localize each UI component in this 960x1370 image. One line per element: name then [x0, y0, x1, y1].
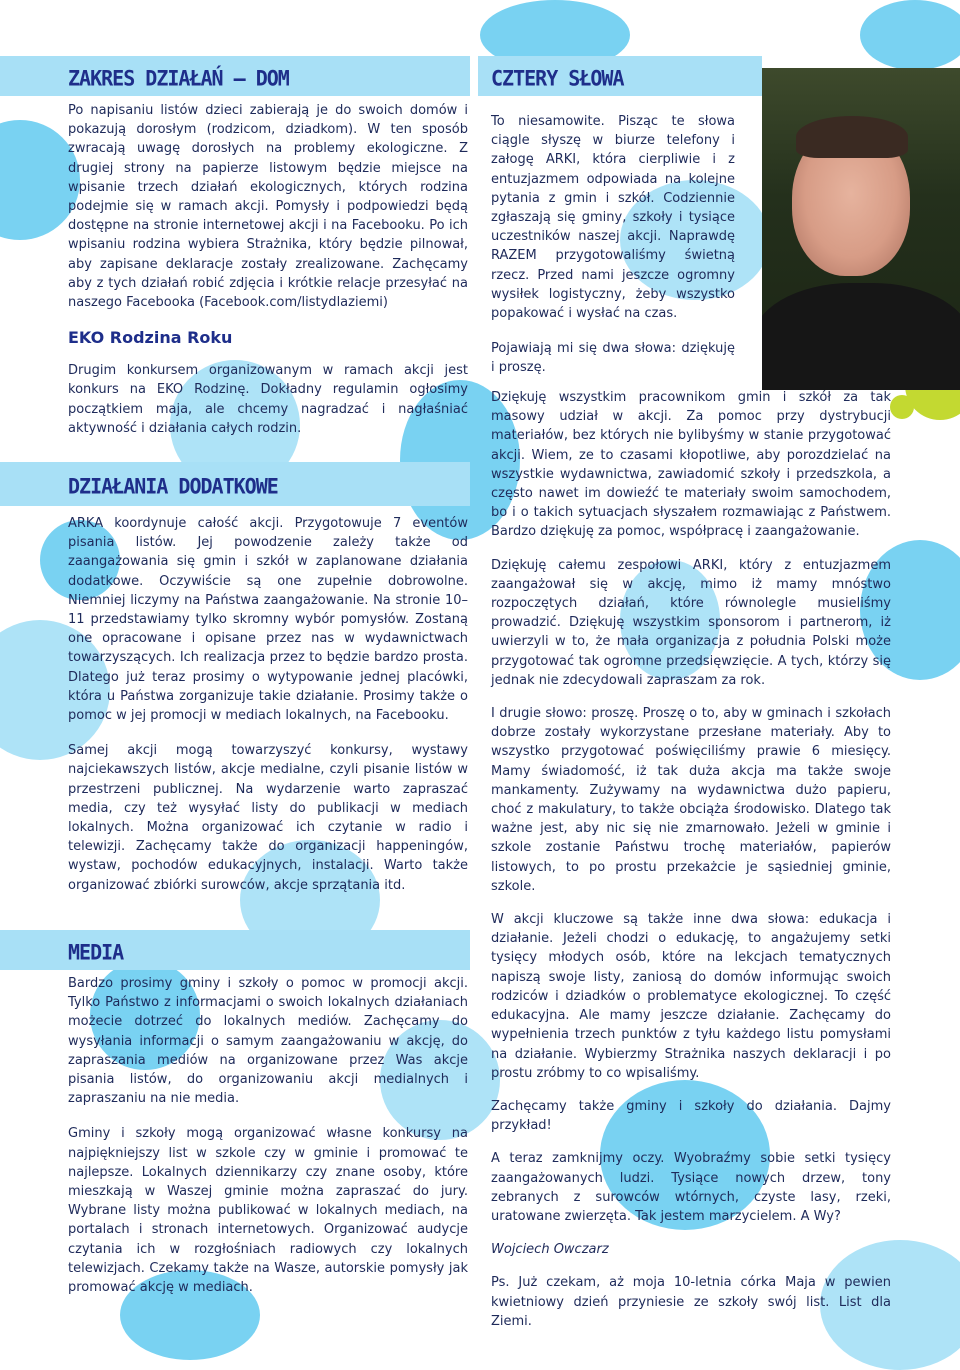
paragraph: Samej akcji mogą towarzyszyć konkursy, wystawy najciekawszych listów, akcje medialne, czyli pisanie listów w przestrzeni publicznej. Na wydarzenie warto zapraszać media, czy też wysyłać listy do publikacji w mediach lokalnych. Można organizować ich czytanie w radio i telewizji. Zachęcamy także do organizacji happeningów, wystaw, pochodów edukacyjnych, instalacji. Warto także organizować zbiórki surowców, akcje sprzątania itd. [68, 743, 468, 893]
signature: Wojciech Owczarz [491, 1242, 609, 1258]
paragraph: To niesamowite. Pisząc te słowa ciągle słyszę w biurze telefony i załogę ARKI, która cierpliwie i z entuzjazmem odpowiada na kolejne pytania z gmin i szkół. Codziennie zgłaszają się gminy, szkoły i tysiące uczestników naszej akcji. Naprawdę RAZEM przygotowaliśmy świetną rzecz. Przed nami jeszcze ogromny wysiłek logistyczny, żeby wszystko popakować i wysłać na czas. [491, 114, 735, 322]
paragraph: Po napisaniu listów dzieci zabierają je do swoich domów i pokazują dorosłym (rodzicom, dziadkom). W ten sposób zwracają uwagę dorosłych na problemy ekologiczne. Z drugiej strony na papierze listowym będzie miejsce na wpisanie trzech działań ekologicznych, których rodzina podejmie się w ramach akcji. Pomysły i podpowiedzi będą dostępne na stronie internetowej akcji i na Facebooku. Po ich wpisaniu rodzina wybiera Strażnika, który będzie pilnował, aby zapisane deklaracje zostały zrealizowane. Zachęcamy aby z tych działań robić zdjęcia i krótkie relacje przesyłać na naszego Facebooka (Facebook.com/listydlaziemi) [68, 103, 468, 311]
photo-hair [796, 116, 908, 158]
paragraph: ARKA koordynuje całość akcji. Przygotowuje 7 eventów pisania listów. Jej powodzenie zależy także od zaangażowania się gmin i szkół w zaplanowane działania dodatkowe. Oczywiście są one zupełnie dobrowolne. Niemniej liczymy na Państwa zaangażowanie. Na stronie 10–11 przedstawiamy tylko skromny wybór pomysłów. Zostaną one opracowane i opisane przez nas w wydawnictwach towarzyszących. Ich realizacja przez to będzie bardzo prosta. Dlatego już teraz prosimy o wytypowanie jednej placówki, która u Państwa zorganizuje takie działanie. Prosimy także o pomoc w jej promocji w mediach lokalnych, na Facebooku. [68, 516, 468, 724]
paragraph: Bardzo prosimy gminy i szkoły o pomoc w promocji akcji. Tylko Państwo z informacjami o swoich lokalnych działaniach możecie dotrzeć do lokalnych mediów. Zachęcamy do wysyłania informacji o samym zaangażowaniu w akcję, do zapraszania mediów na organizowane przez Was akcje pisania listów, do organizowaniu akcji medialnych i zapraszaniu na nie media. [68, 976, 468, 1107]
section-title-cztery-slowa: CZTERY SŁOWA [491, 65, 624, 91]
paragraph: Pojawiają mi się dwa słowa: dziękuję i proszę. [491, 341, 735, 376]
paragraph: Gminy i szkoły mogą organizować własne konkursy na najpiękniejszy list w szkole czy w gminie i promować te najlepsze. Lokalnych dziennikarzy czy znane osoby, które mieszkają w Waszej gminie można zapraszać do jury. Wybrane listy można publikować w lokalnych mediach, na portalach i stronach internetowych. Organizować audycje czytania ich w rozgłośniach radiowych czy lokalnych telewizjach. Czekamy także na Wasze, autorskie pomysły jak promować akcję w mediach. [68, 1126, 468, 1296]
paragraph: I drugie słowo: proszę. Proszę o to, aby w gminach i szkołach dobrze zostały wykorzystane przesłane materiały. Aby to wszystko przygotować poświęciliśmy prawie 6 miesięcy. Mamy świadomość, iż tak duża akcja ma także swoje mankamenty. Zużywamy na wydawnictwa dużo papieru, choć z makulatury, to także obciąża środowisko. Dlatego tak ważne jest, aby nic się nie zmarnowało. Jeżeli w gminie i szkole zostanie Państwu trochę materiałów, papierów listowych, to po prostu przekażcie je sąsiedniej gminie, szkole. [491, 706, 891, 894]
author-photo [762, 68, 960, 390]
section-title-dzialania: DZIAŁANIA DODATKOWE [68, 473, 278, 499]
right-column-top [491, 66, 735, 378]
photo-shirt [762, 283, 960, 390]
right-column [491, 388, 891, 1331]
postscript: Ps. Już czekam, aż moja 10-letnia córka Maja w pewien kwietniowy dzień przyniesie ze szkoły swój list. List dla Ziemi. [491, 1275, 891, 1329]
paint-splash [860, 0, 960, 70]
paragraph: Zachęcamy także gminy i szkoły do działania. Dajmy przykład! [491, 1098, 891, 1134]
left-column [68, 66, 468, 438]
section-title-media: MEDIA [68, 939, 124, 965]
paragraph: W akcji kluczowe są także inne dwa słowa: edukacja i działanie. Jeżeli chodzi o edukację, to angażujemy setki tysięcy młodych osób, które na lekcjach tematycznych napiszą swoje listy, zaniosą do domów informując swoich rodziców i dziadków o problematyce ekologicznej. To część edukacyjna. Ale mamy jeszcze działanie. Zachęcamy do wypełnienia trzech punktów z tyłu każdego listu pomysłami na działanie. Wybierzmy Strażnika naszych deklaracji i po prostu zróbmy to co wpisaliśmy. [491, 912, 891, 1081]
subtitle-eko-rodzina: EKO Rodzina Roku [68, 328, 233, 348]
green-splash [890, 395, 914, 419]
paragraph: Dziękuję całemu zespołowi ARKI, który z entuzjazmem zaangażował się w akcję, mimo iż mamy mnóstwo rozpoczętych działań, które równolegle musieliśmy prowadzić. Dziękuję wszystkim sponsorom i partnerom, iż uwierzyli w to, że mała organizacja z południa Polski może przygotować tak ogromne przedsięwzięcie. A tych, którzy się jednak nie zdecydowali zapraszam za rok. [491, 557, 891, 688]
left-column-2 [68, 474, 468, 895]
paragraph: Drugim konkursem organizowanym w ramach akcji jest konkurs na EKO Rodzinę. Dokładny regulamin ogłosimy początkiem maja, ale chcemy nagradzać i nagłaśniać aktywność i działania całych rodzin. [68, 363, 468, 436]
paragraph: A teraz zamknijmy oczy. Wyobraźmy sobie setki tysięcy zaangażowanych ludzi. Tysiące nowych drzew, tony zebranych z surowców wtórnych, czyste lasy, rzeki, uratowane zwierzęta. Tak jestem marzycielem. A Wy? [491, 1151, 891, 1224]
left-column-3 [68, 940, 468, 1297]
section-title-zakres: ZAKRES DZIAŁAŃ – DOM [68, 65, 289, 91]
paragraph: Dziękuję wszystkim pracownikom gmin i szkół za tak masowy udział w akcji. Za pomoc przy dystrybucji materiałów, bez których nie bylibyśmy w stanie przygotować akcji. Wiem, ze to czasami kłopotliwe, aby porozdzielać na wszystkie wydawnictwa, zawiadomić szkoły i przedszkola, a często nawet im dowieźć te materiały swoim samochodem, bo i o takich sytuacjach słyszałem rozmawiając z Państwem. Bardzo dziękuję za pomoc, współpracę i zaangażowanie. [491, 390, 891, 540]
